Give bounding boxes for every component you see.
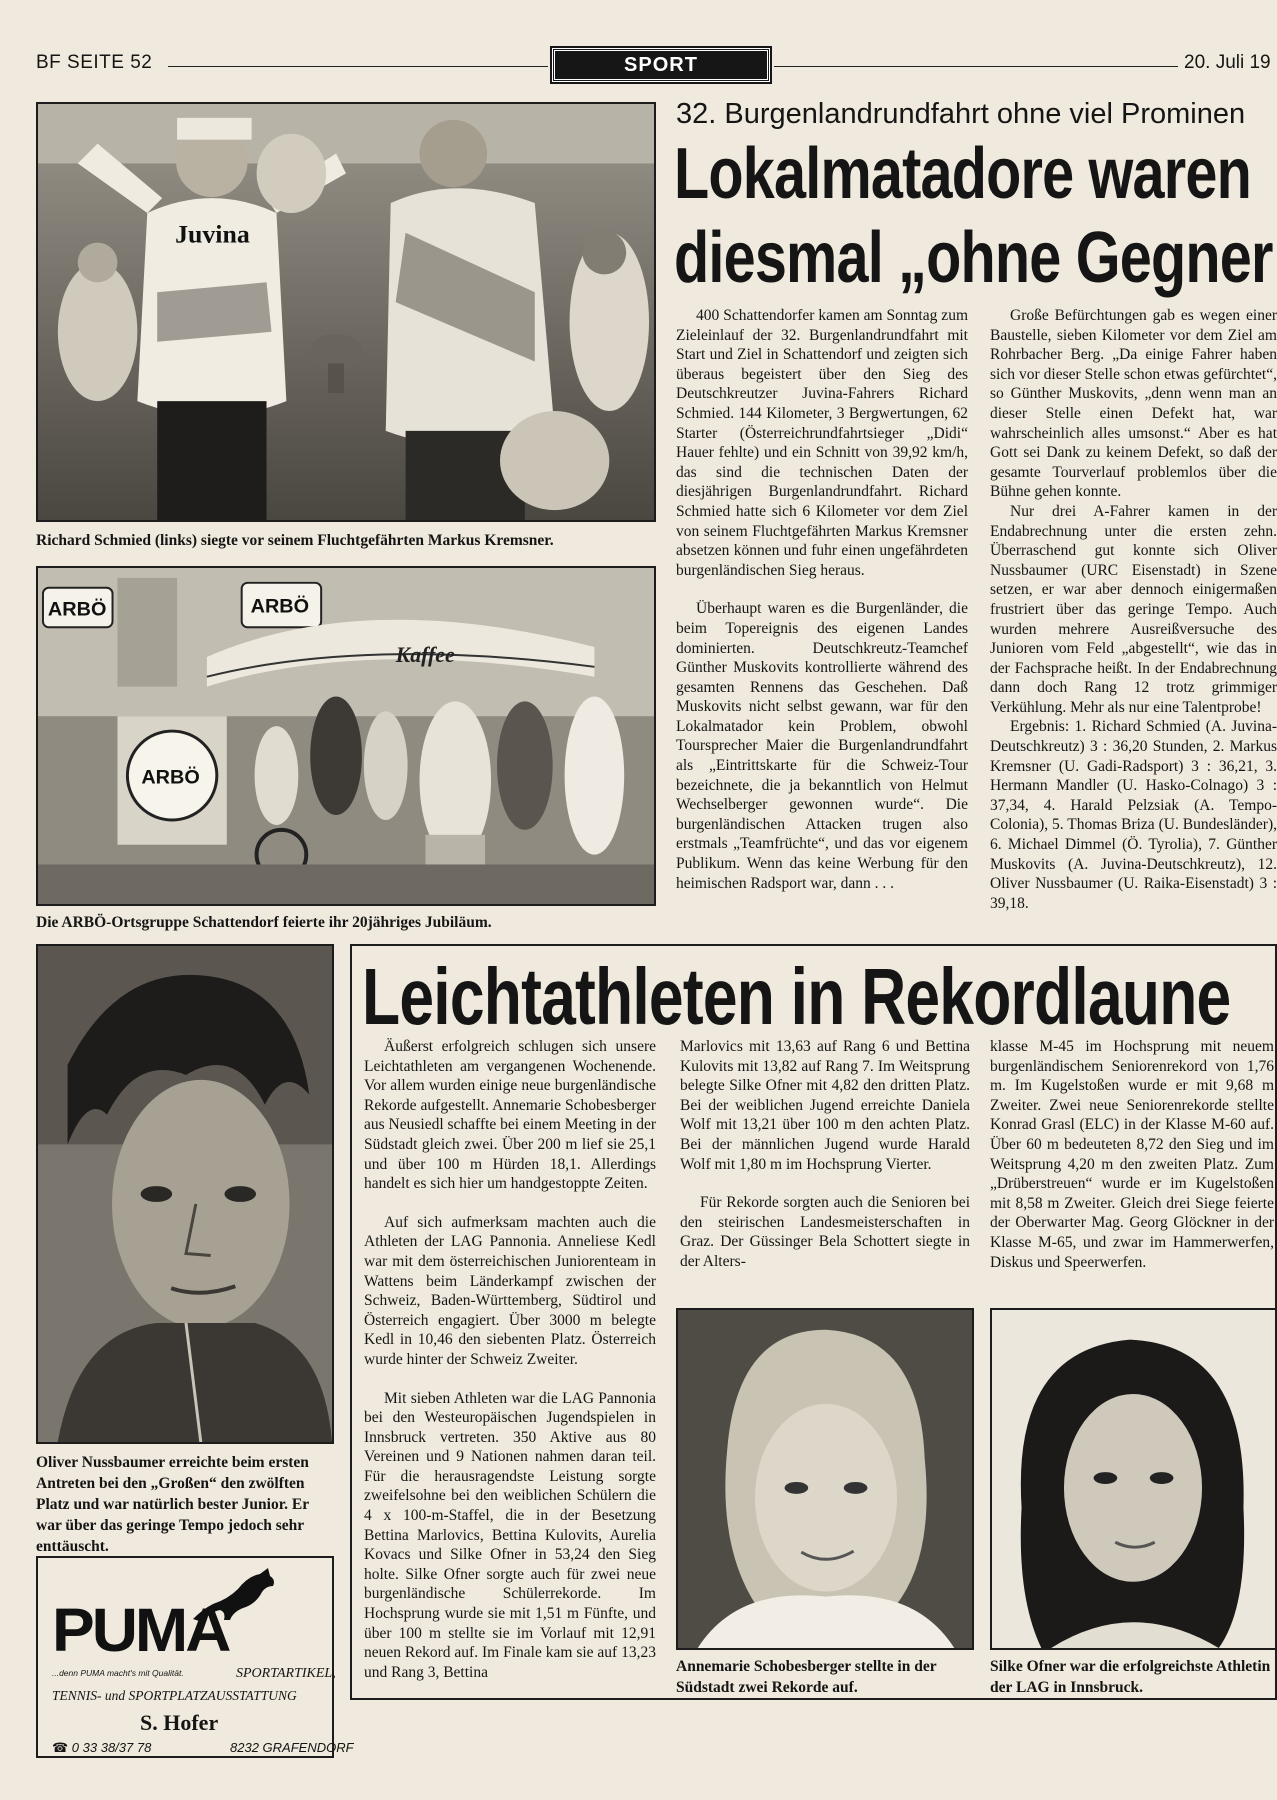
photo-right-caption: Silke Ofner war die erfolgreichste Athletin der LAG in Innsbruck. <box>990 1658 1271 1696</box>
photo-silke-ofner <box>990 1308 1277 1650</box>
photo-left-caption: Oliver Nussbaumer erreichte beim ersten Antreten bei den „Großen“ den zwölften Platz und war natürlich bester Junior. Er war über das geringe Tempo jedoch sehr enttäuscht. <box>36 1454 309 1555</box>
photo2-caption: Die ARBÖ-Ortsgruppe Schattendorf feierte ihr 20jähriges Jubiläum. <box>36 914 492 931</box>
article1-headline-line2: diesmal „ohne Gegner <box>674 218 1273 298</box>
arbo-sign-1: ARBÖ <box>47 598 107 621</box>
article1-col2-paragraph: Ergebnis: 1. Richard Schmied (A. Juvina-Deutschkreutz) 3 : 36,20 Stunden, 2. Markus Kremsner (U. Gadi-Radsport) 3 : 36,21, 3. Hermann Mandler (U. Hasko-Colnago) 3 : 37,34, 4. Harald Pelzsiak (A. Tempo-Colonia), 5. Thomas Briza (U. Bundesländer), 6. Michael Dimmel (Ö. Tyrolia), 7. Günther Muskovits (A. Juvina-Deutschkreutz), 12. Oliver Nussbaumer (U. Raika-Eisenstadt) 3 : 39,18. <box>990 718 1277 912</box>
article1-col2-paragraph: Nur drei A-Fahrer kamen in der Endabrechnung unter die ersten zehn. Überraschend gut konnte sich Oliver Nussbaumer (URC Eisenstadt) in Szene setzen, er war aber dennoch einigermaßen frustriert über das geringe Tempo. Auch wurden mehrere Ausreißversuche des Junioren vom Feld „abgestellt“, wie das in der Fachsprache heißt. In der Endabrechnung dann doch Rang 12 trotz grimmiger Verkühlung. Mehr als nur eine Talentprobe! <box>990 502 1277 716</box>
puma-slogan: ...denn PUMA macht's mit Qualität. <box>52 1668 184 1678</box>
ad-owner: S. Hofer <box>140 1710 219 1735</box>
article2-col1-paragraph: Mit sieben Athleten war die LAG Pannonia bei den Westeuropäischen Jugendspielen in Innsbruck vertreten. 350 Aktive aus 80 Vereinen und 9 Nationen nahmen daran teil. Für die herausragendste Leistung sorgte zweifelsohne bei den weiblichen Schülern die 4 x 100-m-Staffel, die in der Besetzung Bettina Marlovics, Bettina Kulovits, Aurelia Kovacs und Silke Ofner in 53,24 den Sieg holte. Silke Ofner sorgte auch für zwei neue burgenländische Schülerrekorde. Im Hochsprung wurde sie mit 1,51 m Fünfte, und über 100 m stellte sie im Vorlauf mit 12,91 neuen Rekord auf. Im Finale kam sie auf 13,23 und Rang 3, Bettina <box>364 1389 656 1681</box>
article2-col2-paragraph: Für Rekorde sorgten auch die Senioren bei den steirischen Landesmeisterschaften in Graz. Der Güssinger Bela Schottert siegte in der Alters- <box>680 1194 970 1270</box>
ad-line-2: TENNIS- und SPORTPLATZAUSSTATTUNG <box>52 1688 297 1703</box>
article2-column-1 <box>364 1037 656 1692</box>
issue-date: 20. Juli 19 <box>1184 52 1271 73</box>
article2-column-2 <box>680 1037 970 1307</box>
puma-advertisement <box>36 1556 354 1758</box>
jersey-label: Juvina <box>175 219 250 249</box>
page-number: BF SEITE 52 <box>36 52 153 73</box>
article2-col1-paragraph: Auf sich aufmerksam machten auch die Athleten der LAG Pannonia. Anneliese Kedl war mit dem österreichischen Juniorenteam in Wattens beim Länderkampf zwischen der Schweiz, Baden-Württemberg, Südtirol und Österreich engagiert. Über 3000 m belegte Kedl in 10,46 den siebenten Platz. Österreich wurde hinter der Schweiz Zweiter. <box>364 1213 656 1368</box>
article1-col1-paragraph: Überhaupt waren es die Burgenländer, die beim Topereignis des eigenen Landes dominierten. Deutschkreutz-Teamchef Günther Muskovits kontrollierte während des gesamten Rennens das Geschehen. Daß Muskovits nicht selbst gewann, war für den Lokalmatador kein Problem, obwohl Toursprecher Maier die Burgenlandrundfahrt als „Eintrittskarte für die Schweiz-Tour bezeichnete, die ja bekanntlich von Helmut Wechselberger gewonnen wurde“. Die burgenländischen Attacken trugen also erstmals „Teamfrüchte“, und das vor eigenem Publikum. Wenn das keine Werbung für den heimischen Radsport war, dann . . . <box>676 600 968 892</box>
article2-headline: Leichtathleten in Rekordlaune <box>362 952 1231 1041</box>
photo-annemarie-schobesberger <box>676 1308 974 1650</box>
header-rule-left <box>168 66 548 67</box>
puma-logo: PUMA <box>52 1595 229 1665</box>
article1-column-2 <box>990 306 1277 926</box>
umbrella-label: Kaffee <box>395 642 455 667</box>
article1-col1-paragraph: 400 Schattendorfer kamen am Sonntag zum Zieleinlauf der 32. Burgenlandrundfahrt mit Start und Ziel in Schattendorf und zeigten sich überaus begeistert über den Sieg des Deutschkreutzer Juvina-Fahrers Richard Schmied. 144 Kilometer, 3 Bergwertungen, 62 Starter (Österreichrundfahrtsieger „Didi“ Hauer fehlte) und ein Schnitt von 39,92 km/h, das sind die technischen Daten der diesjährigen Burgenlandrundfahrt. Richard Schmied hatte sich 6 Kilometer vor dem Ziel von seinem Fluchtgefährten Markus Kremsner absetzen können und fuhr einen ungefährdeten burgenländischen Sieg heraus. <box>676 307 968 579</box>
article1-kicker: 32. Burgenlandrundfahrt ohne viel Prominen <box>676 98 1246 130</box>
article1-headline-line1-clip <box>674 134 1277 214</box>
article2-headline-clip <box>362 952 1267 1042</box>
ad-phone: ☎ 0 33 38/37 78 <box>52 1740 152 1755</box>
photo-mid-caption: Annemarie Schobesberger stellte in der Südstadt zwei Rekorde auf. <box>676 1658 937 1696</box>
article2-column-3 <box>990 1037 1274 1307</box>
article2-col3-paragraph: klasse M-45 im Hochsprung mit neuem burgenländischem Seniorenrekord von 1,76 m. Im Kugelstoßen wurde er mit 9,68 m Zweiter. Zwei neue Seniorenrekorde stellte Konrad Grasl (ELC) in der Klasse M-60 auf. Über 60 m bedeuteten 8,72 den Sieg und im Weitsprung 4,20 m den zweiten Platz. Zum „Drüberstreuen“ wurde er im Kugelstoßen mit 8,58 m Zweiter. Gleich drei Siege feierte der Oberwarter Mag. Georg Glöckner in der Klasse M-65, und zwar im Hammerwerfen, Diskus und Speerwerfen. <box>990 1038 1274 1271</box>
arbo-sign-3: ARBÖ <box>141 766 200 789</box>
article2-col2-paragraph: Marlovics mit 13,63 auf Rang 6 und Bettina Kulovits mit 13,82 auf Rang 7. Im Weitsprung belegte Silke Ofner mit 4,82 den dritten Platz. Bei der weiblichen Jugend erreichte Daniela Wolf mit 13,21 über 100 m den achten Platz. Bei der männlichen Jugend wurde Harald Wolf mit 1,80 m im Hochsprung Vierter. <box>680 1038 970 1173</box>
photo-oliver-nussbaumer <box>36 944 334 1444</box>
article1-headline-line1: Lokalmatadore waren <box>674 134 1251 214</box>
section-label: SPORT <box>552 48 770 82</box>
arbo-sign-2: ARBÖ <box>250 595 310 618</box>
article2-col1-paragraph: Äußerst erfolgreich schlugen sich unsere Leichtathleten am vergangenen Wochenende. Vor allem wurden einige neue burgenländische Rekorde aufgestellt. Annemarie Schobesberger aus Neusiedl schaffte bei einem Meeting in der Südstadt gleich zwei. Über 200 m lief sie 25,1 und über 100 m Hürden 18,1. Allerdings handelt es sich hier um handgestoppte Zeiten. <box>364 1038 656 1193</box>
header-rule-right <box>774 66 1178 67</box>
ad-line-1: SPORTARTIKEL, <box>236 1666 336 1681</box>
photo-arbo-celebration <box>36 566 656 906</box>
photo1-caption: Richard Schmied (links) siegte vor seinem Fluchtgefährten Markus Kremsner. <box>36 532 554 549</box>
ad-town: 8232 GRAFENDORF <box>230 1740 354 1755</box>
article1-headline-line2-clip <box>674 218 1277 298</box>
article1-column-1 <box>676 306 968 926</box>
article1-col2-paragraph: Große Befürchtungen gab es wegen einer Baustelle, sieben Kilometer vor dem Ziel am Rohrbacher Berg. „Da einige Fahrer haben sich vor dieser Stelle schon etwas gefürchtet“, so Günther Muskovits, „denn wenn man an dieser Stelle einen Defekt hat, war wahrscheinlich alles umsonst.“ Aber es hat Gott sei Dank zu keinem Defekt, so daß der gesamte Tourverlauf problemlos über die Bühne gehen konnte. <box>990 307 1277 501</box>
photo-cyclists-podium <box>36 102 656 522</box>
